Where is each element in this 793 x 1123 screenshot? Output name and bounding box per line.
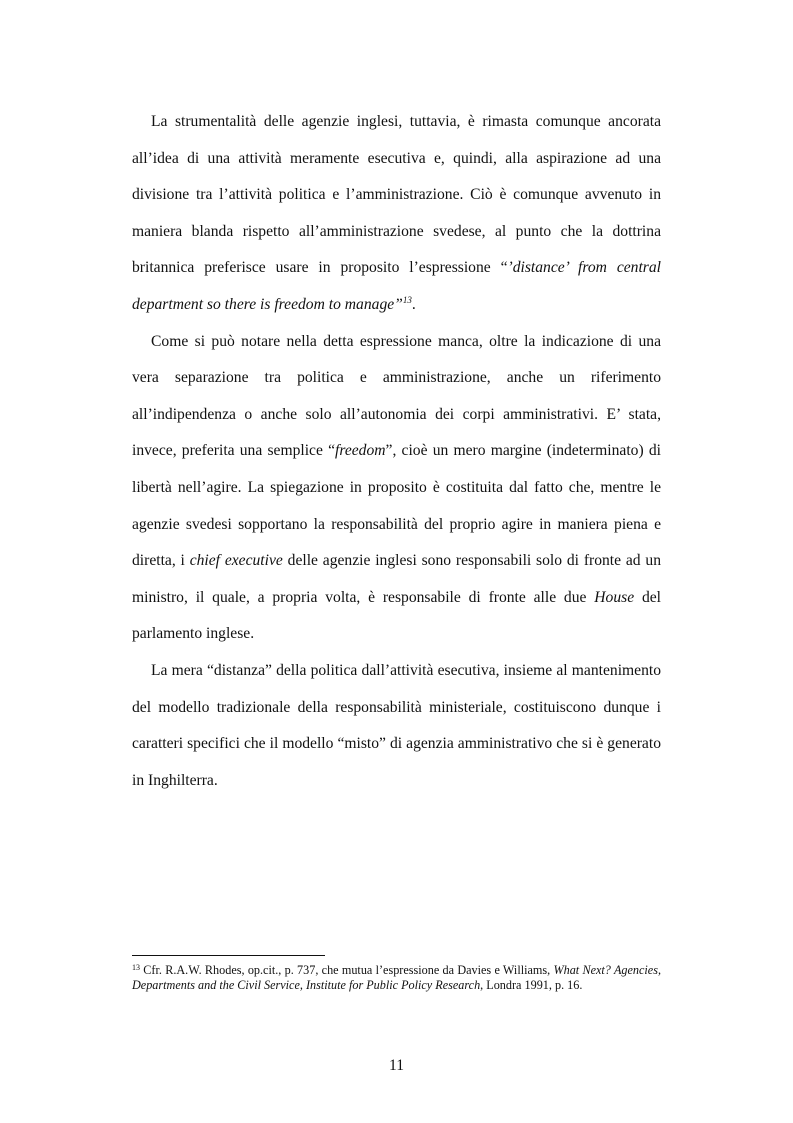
footnote-number: 13 xyxy=(132,963,140,972)
paragraph-3: La mera “distanza” della politica dall’attività esecutiva, insieme al mantenimento del modello tradizionale della responsabilità ministeriale, costituiscono dunque i caratteri specifici che il modello “misto” di agenzia amministrativo che si è generato in Inghilterra. xyxy=(132,661,661,789)
italic-term-chief-executive: chief executive xyxy=(189,552,283,570)
italic-term-freedom: freedom xyxy=(335,442,386,460)
footnote-italic-title: What Next? Agencies, Departments and the Civil Service, Institute for Public Policy Research xyxy=(132,963,661,992)
italic-term-house: House xyxy=(594,588,635,606)
paragraph-2: Come si può notare nella detta espressione manca, oltre la indicazione di una vera separazione tra politica e amministrazione, anche un riferimento all’indipendenza o anche solo all’autonomia dei corpi amministrativi. E’ stata, invece, preferita una semplice “freedom”, cioè un mero margine (indeterminato) di libertà nell’agire. La spiegazione in proposito è costituita dal fatto che, mentre le agenzie svedesi sopportano la responsabilità del proprio agire in maniera piena e diretta, i chief executive delle agenzie inglesi sono responsabili solo di fronte ad un ministro, il quale, a propria volta, è responsabile di fronte alle due House del parlamento inglese. xyxy=(132,332,662,643)
footnote-divider xyxy=(132,955,325,956)
paragraph-1: La strumentalità delle agenzie inglesi, tuttavia, è rimasta comunque ancorata all’idea di una attività meramente esecutiva e, quindi, alla aspirazione ad una divisione tra l’attività politica e l’amministrazione. Ciò è comunque avvenuto in maniera blanda rispetto all’amministrazione svedese, al punto che la dottrina britannica preferisce usare in proposito l’espressione “’distance’ from central department so there is freedom to manage”$^{13}$. xyxy=(132,113,661,313)
page-number: 11 xyxy=(388,1057,404,1074)
quote-italic: ’distance’ from central department so there is freedom to manage” xyxy=(132,259,661,313)
footnote: $^{13}$ Cfr. R.A.W. Rhodes, op.cit., p. 737, che mutua l’espressione da Davies e Williams, What Next? Agencies, Departments and the Civil Service, Institute for Public Policy Research, Londra 1991, p. 16. xyxy=(132,963,661,992)
footnote-reference[interactable]: 13 xyxy=(402,294,412,305)
body-text xyxy=(132,104,661,799)
